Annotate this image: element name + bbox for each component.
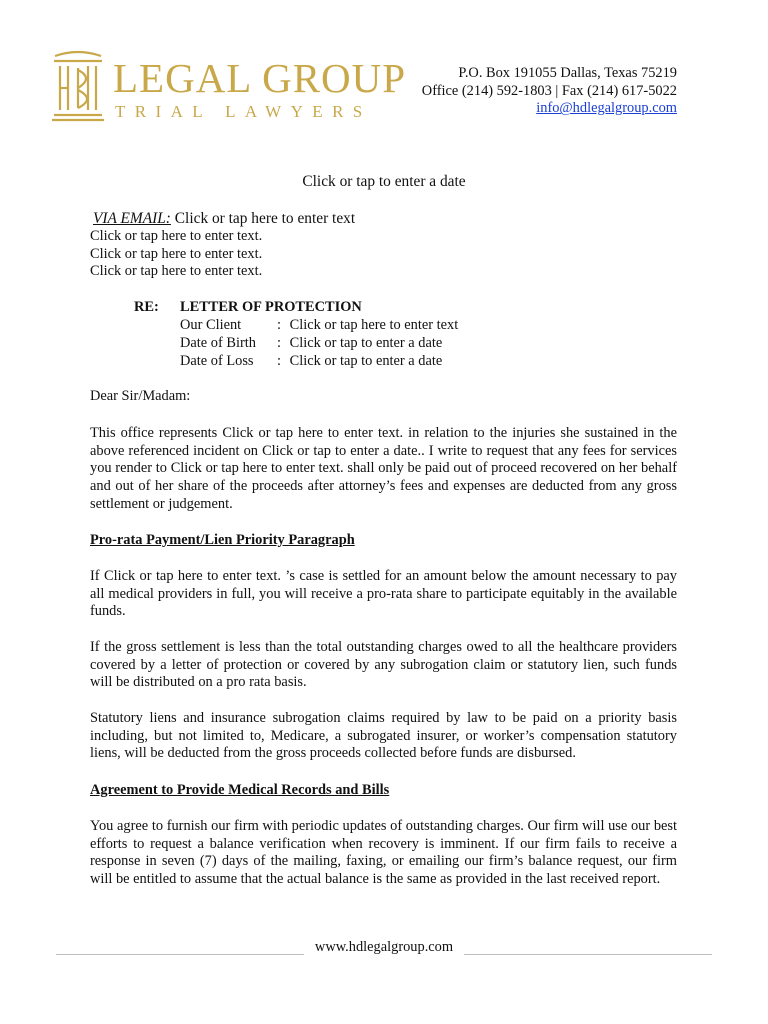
gross-settlement-paragraph: If the gross settlement is less than the total outstanding charges owed to all the healthcare providers covered by a letter of protection or covered by any subrogation claim or statutory lien, such funds will be distributed on a pro rata basis. <box>90 639 677 691</box>
re-colon: : <box>277 353 281 369</box>
client-name-field[interactable]: Click or tap here to enter text <box>289 317 459 333</box>
paragraph-text: . I write to request that any fees for services you render to <box>90 442 677 477</box>
re-label: RE: <box>134 299 159 315</box>
incident-date-field[interactable]: Click or tap to enter a date. <box>262 442 422 459</box>
firm-address-block <box>422 65 677 118</box>
recipient-line-field[interactable]: Click or tap here to enter text. <box>90 263 263 280</box>
paragraph-text: ’s case is settled for an amount below the amount necessary to pay all medical providers in full, you will receive a pro-rata share to participate equitably in the available funds. <box>90 568 677 620</box>
client-name-inline-field[interactable]: Click or tap here to enter text. <box>103 568 281 584</box>
brand-tagline: TRIAL LAWYERS <box>115 102 372 121</box>
client-name-inline-field[interactable]: Click or tap here to enter text. <box>170 460 344 477</box>
paragraph-text: shall only be paid out of proceed recovered on her behalf and out of her share of the proceeds after attorney’s fees and expenses are deducted from any gross settlement or judgement. <box>90 460 677 512</box>
re-row-dob <box>180 335 442 353</box>
re-colon: : <box>277 317 281 333</box>
footer-rule-right <box>464 954 712 955</box>
salutation: Dear Sir/Madam: <box>90 388 191 404</box>
recipient-line-field[interactable]: Click or tap here to enter text. <box>90 245 263 262</box>
section-heading-pro-rata: Pro-rata Payment/Lien Priority Paragraph <box>90 532 355 548</box>
re-key: Date of Loss <box>180 353 254 369</box>
date-of-loss-field[interactable]: Click or tap to enter a date <box>289 353 443 369</box>
phone-fax-line: Office (214) 592-1803 | Fax (214) 617-5022 <box>421 82 677 99</box>
firm-logo-icon <box>50 48 106 124</box>
intro-paragraph <box>90 425 677 514</box>
re-key: Our Client <box>180 317 242 333</box>
via-email-field[interactable]: Click or tap here to enter text <box>174 210 356 227</box>
medical-records-paragraph: You agree to furnish our firm with periodic updates of outstanding charges. Our firm will use our best efforts to request a balance verification when recovery is imminent. If our firm fails to receive a response in seven (7) days of the mailing, faxing, or emailing our firm’s balance request, our firm will be entitled to assume that the actual balance is the same as provided in the last received report. <box>90 818 677 888</box>
re-row-dol <box>180 353 442 371</box>
re-row-client <box>180 317 458 335</box>
re-key: Date of Birth <box>180 335 256 351</box>
section-heading-medical-records: Agreement to Provide Medical Records and Bills <box>90 782 390 798</box>
pro-rata-paragraph <box>90 568 677 621</box>
re-title: LETTER OF PROTECTION <box>180 299 362 315</box>
via-email-line <box>93 210 355 228</box>
via-email-label: VIA EMAIL: <box>93 210 171 227</box>
date-field[interactable]: Click or tap to enter a date <box>302 173 466 190</box>
paragraph-text: This office represents <box>90 425 223 441</box>
date-of-birth-field[interactable]: Click or tap to enter a date <box>289 335 443 351</box>
recipient-address <box>90 228 262 281</box>
brand-name: LEGAL GROUP <box>113 55 407 101</box>
statutory-liens-paragraph: Statutory liens and insurance subrogation claims required by law to be paid on a priority basis including, but not limited to, Medicare, a subrogated insurer, or worker’s compensation statutory liens, will be deducted from the gross proceeds collected before funds are disbursed. <box>90 710 677 762</box>
client-name-inline-field[interactable]: Click or tap here to enter text. <box>222 425 404 441</box>
email-link[interactable]: info@hdlegalgroup.com <box>536 100 677 117</box>
paragraph-text: If <box>90 568 104 584</box>
address-line: P.O. Box 191055 Dallas, Texas 75219 <box>458 65 677 81</box>
re-colon: : <box>277 335 281 351</box>
footer-website: www.hdlegalgroup.com <box>314 939 454 955</box>
paragraph-text: in relation to the injuries she sustained in the above referenced incident on <box>90 425 677 459</box>
recipient-line-field[interactable]: Click or tap here to enter text. <box>90 228 263 244</box>
